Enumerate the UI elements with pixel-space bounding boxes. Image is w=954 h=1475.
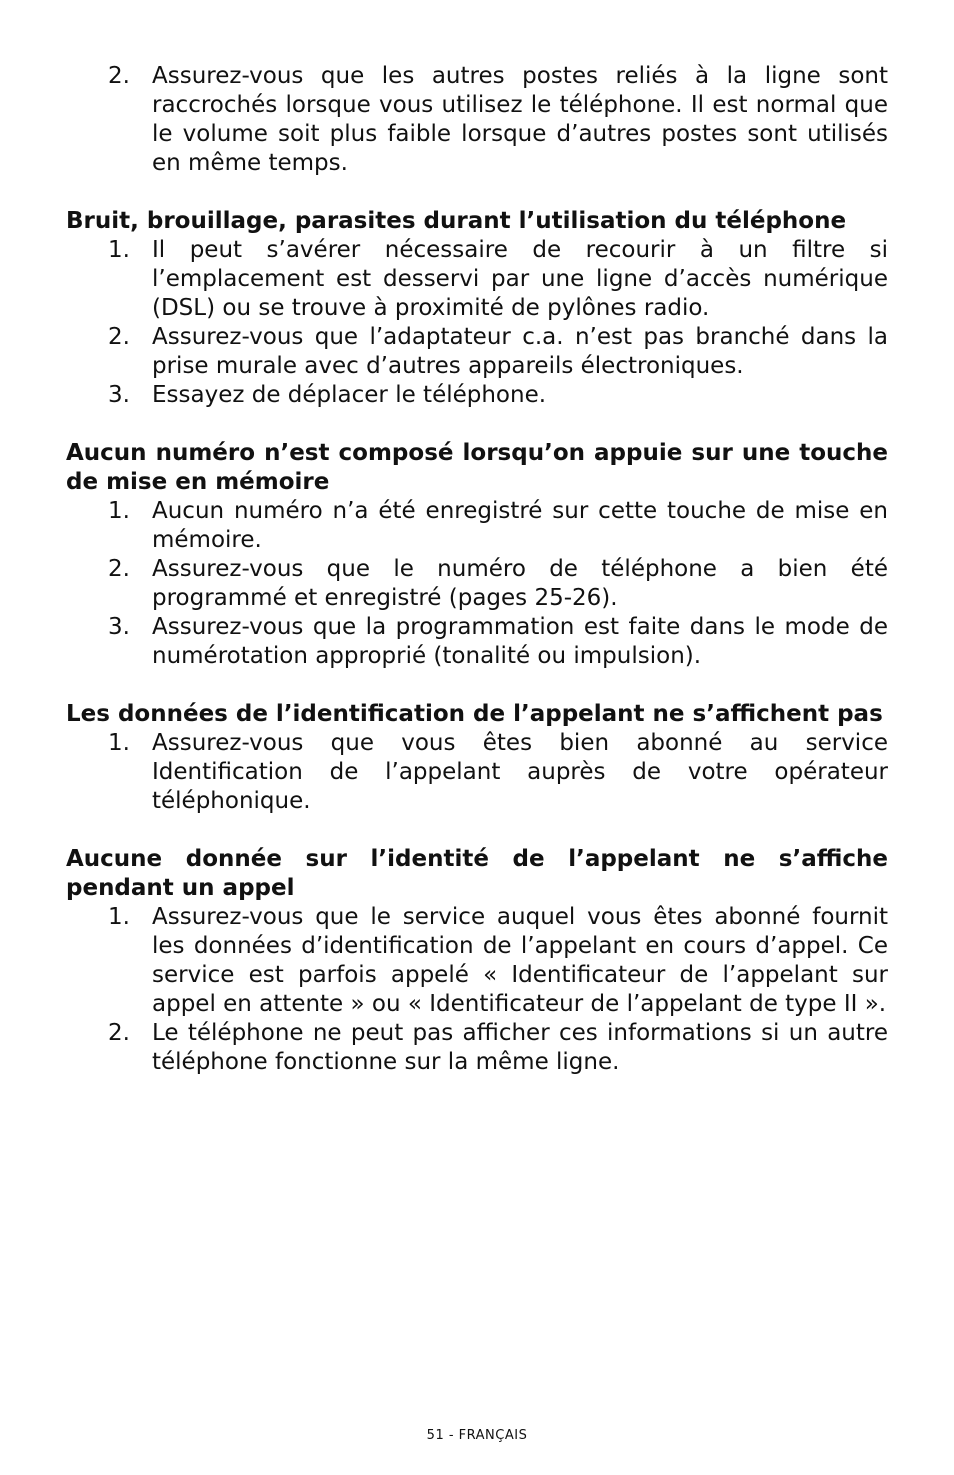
item-text: Assurez-vous que l’adaptateur c.a. n’est pas branché dans la prise murale avec d’autres appareils électroniques. <box>152 324 888 379</box>
item-number: 1. <box>108 498 130 524</box>
item-text: Essayez de déplacer le téléphone. <box>152 382 547 408</box>
item-text: Il peut s’avérer nécessaire de recourir à un filtre si l’emplacement est desservi par une ligne d’accès numérique (DSL) ou se trouve à proximité de pylônes radio. <box>152 237 888 321</box>
list-item <box>66 62 888 178</box>
item-text: Assurez-vous que la programmation est faite dans le mode de numérotation approprié (tonalité ou impulsion). <box>152 614 888 669</box>
list-item <box>66 381 888 410</box>
item-number: 2. <box>108 63 130 89</box>
page-number-label: 51 - FRANÇAIS <box>426 1428 528 1443</box>
item-text: Le téléphone ne peut pas afficher ces informations si un autre téléphone fonctionne sur la même ligne. <box>152 1020 888 1075</box>
list-item <box>66 903 888 1019</box>
item-text: Aucun numéro n’a été enregistré sur cette touche de mise en mémoire. <box>152 498 888 553</box>
list-item <box>66 613 888 671</box>
section-heading: Aucun numéro n’est composé lorsqu’on appuie sur une touche de mise en mémoire <box>66 440 888 495</box>
section-heading: Les données de l’identification de l’appelant ne s’affichent pas <box>66 701 883 727</box>
item-text: Assurez-vous que le service auquel vous êtes abonné fournit les données d’identification de l’appelant en cours d’appel. Ce service est parfois appelé « Identificateur de l’appelant sur appel en attente » ou « Identificateur de l’appelant de type II ». <box>152 904 888 1017</box>
item-number: 2. <box>108 324 130 350</box>
list-item <box>66 497 888 555</box>
list-item <box>66 1019 888 1077</box>
section-appel-en-cours <box>66 845 888 1077</box>
list-item <box>66 323 888 381</box>
item-list <box>66 497 888 671</box>
section-identification <box>66 700 888 816</box>
item-number: 1. <box>108 730 130 756</box>
section-heading: Aucune donnée sur l’identité de l’appelant ne s’affiche pendant un appel <box>66 846 888 901</box>
item-text: Assurez-vous que les autres postes reliés à la ligne sont raccrochés lorsque vous utilisez le téléphone. Il est normal que le volume soit plus faible lorsque d’autres postes sont utilisés en même temps. <box>152 63 888 176</box>
item-number: 1. <box>108 904 130 930</box>
item-number: 3. <box>108 382 130 408</box>
section-memoire <box>66 439 888 671</box>
item-list <box>66 62 888 178</box>
list-item <box>66 729 888 816</box>
item-number: 3. <box>108 614 130 640</box>
list-item <box>66 236 888 323</box>
page-content <box>66 62 888 1077</box>
item-text: Assurez-vous que vous êtes bien abonné au service Identification de l’appelant auprès de votre opérateur téléphonique. <box>152 730 888 814</box>
page-footer <box>0 1428 954 1444</box>
section-bruit <box>66 207 888 410</box>
item-text: Assurez-vous que le numéro de téléphone a bien été programmé et enregistré (pages 25-26). <box>152 556 888 611</box>
item-number: 2. <box>108 556 130 582</box>
list-item <box>66 555 888 613</box>
item-number: 2. <box>108 1020 130 1046</box>
item-list <box>66 236 888 410</box>
section-ligne-continuation <box>66 62 888 178</box>
item-list <box>66 729 888 816</box>
section-heading: Bruit, brouillage, parasites durant l’utilisation du téléphone <box>66 208 847 234</box>
item-list <box>66 903 888 1077</box>
item-number: 1. <box>108 237 130 263</box>
